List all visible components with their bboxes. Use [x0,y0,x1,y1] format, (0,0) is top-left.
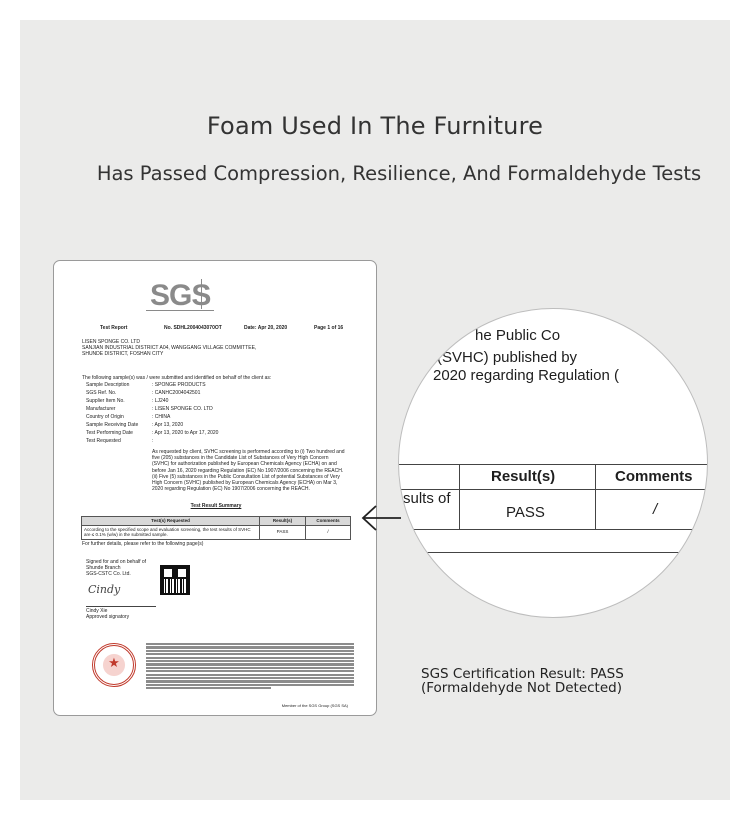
comment-value: / [653,501,658,518]
report-page: Page 1 of 16 [314,325,344,331]
field-key: Test Performing Date [86,430,133,436]
signature-line [86,606,156,607]
logo-divider [201,279,202,309]
signed-line: Shunde Branch [86,565,121,571]
summary-table [81,516,351,540]
field-value: : CANHC2004042501 [152,390,201,396]
field-value: : CHINA [152,414,171,420]
report-header [78,325,352,333]
field-value: : SPONGE PRODUCTS [152,382,206,388]
field-key: SGS Ref. No. [86,390,117,396]
sample-fields [86,382,356,446]
table-line [595,464,596,530]
field-row [86,406,356,414]
table-line [399,464,708,465]
summary-title: Test Result Summary [190,503,242,509]
table-header: Result(s) [260,517,306,526]
signed-line: Signed for and on behalf of [86,559,147,565]
column-header: Result(s) [491,468,556,485]
result-value: PASS [506,504,545,521]
result-line: SGS Certification Result: PASS [421,666,624,682]
signature: Cindy [88,583,121,596]
page-title: Foam Used In The Furniture [206,112,544,140]
report-date: Date: Apr 20, 2020 [244,325,288,331]
magnified-text: 2020 regarding Regulation ( [433,367,619,384]
field-value: : [152,438,154,444]
table-cell: / [306,525,351,539]
field-row [86,422,356,430]
signer-block [86,608,129,620]
table-row [82,525,351,539]
field-key: Test Requested [86,438,121,444]
table-cell: According to the specified scope and evaluation screening, the test results of SVHC are ≤ 0.1% (w/w) in the submitted sample. [82,525,260,539]
table-header: Test(s) Requested [82,517,260,526]
field-value: : Apr 13, 2020 [152,422,184,428]
field-value: : LISEN SPONGE CO. LTD [152,406,213,412]
magnified-text: he Public Co [475,327,561,344]
certification-result [421,667,624,695]
address-line: SANJIAN INDUSTRIAL DISTRICT A04, WANGGANG VILLAGE COMMITTEE, [82,345,257,351]
fine-print [146,643,354,690]
field-key: Supplier Item No. [86,398,125,404]
red-star-seal-icon [92,643,136,687]
field-row [86,438,356,446]
further-details: For further details, please refer to the following page(s) [82,541,204,547]
client-name: LISEN SPONGE CO. LTD [82,339,140,345]
magnified-detail [398,308,708,618]
result-line: (Formaldehyde Not Detected) [421,680,622,696]
table-header-row [82,517,351,526]
magnified-text: (SVHC) published by [437,349,578,366]
field-row [86,414,356,422]
table-line [399,552,708,553]
field-key: Country of Origin [86,414,124,420]
column-header: Comments [615,468,693,485]
client-address [82,339,256,357]
sgs-logo: SGS [150,279,211,312]
row-fragment: sults of [403,490,451,507]
field-row [86,398,356,406]
report-number: No. SDHL2004043070OT [164,325,222,331]
field-value: : LJ240 [152,398,169,404]
table-line [459,464,460,530]
report-title: Test Report [100,325,128,331]
signer-role: Approved signatory [86,614,130,620]
table-cell: PASS [260,525,306,539]
signed-line: SGS-CSTC Co. Ltd. [86,571,131,577]
field-row [86,390,356,398]
test-requested-text: As requested by client, SVHC screening is performed according to (i) Two hundred and five (205) substances in the Candidate List of Substances of Very High Concern (SVHC) for authorization published by European Chemicals Agency (ECHA) on and before Jan 16, 2020 regarding Regulation (EC) No 1907/2006 concerning the REACH. (ii) Five (5) substances in the Public Consultation List of potential Substances of Very High Concern (SVHC) published by European Chemicals Agency (ECHA) on Mar 3, 2020 regarding Regulation (EC) No 1907/2006 concerning the REACH. [152,449,345,493]
table-line [399,529,708,530]
field-row [86,382,356,390]
field-row [86,430,356,438]
signer-name: Cindy Xie [86,608,108,614]
field-key: Manufacturer [86,406,116,412]
field-key: Sample Receiving Date [86,422,139,428]
arrow-left-icon [359,501,403,535]
field-key: Sample Description [86,382,130,388]
sample-intro: The following sample(s) was / were submitted and identified on behalf of the client as: [82,375,272,381]
qr-code-icon [160,565,190,595]
sgs-member-note: Member of the SGS Group (SGS SA) [281,703,348,708]
address-line: SHUNDE DISTRICT, FOSHAN CITY [82,351,164,357]
page-subtitle: Has Passed Compression, Resilience, And Formaldehyde Tests [96,162,702,185]
field-value: : Apr 13, 2020 to Apr 17, 2020 [152,430,219,436]
table-header: Comments [306,517,351,526]
test-report-document [53,260,377,716]
signed-block [86,559,146,577]
